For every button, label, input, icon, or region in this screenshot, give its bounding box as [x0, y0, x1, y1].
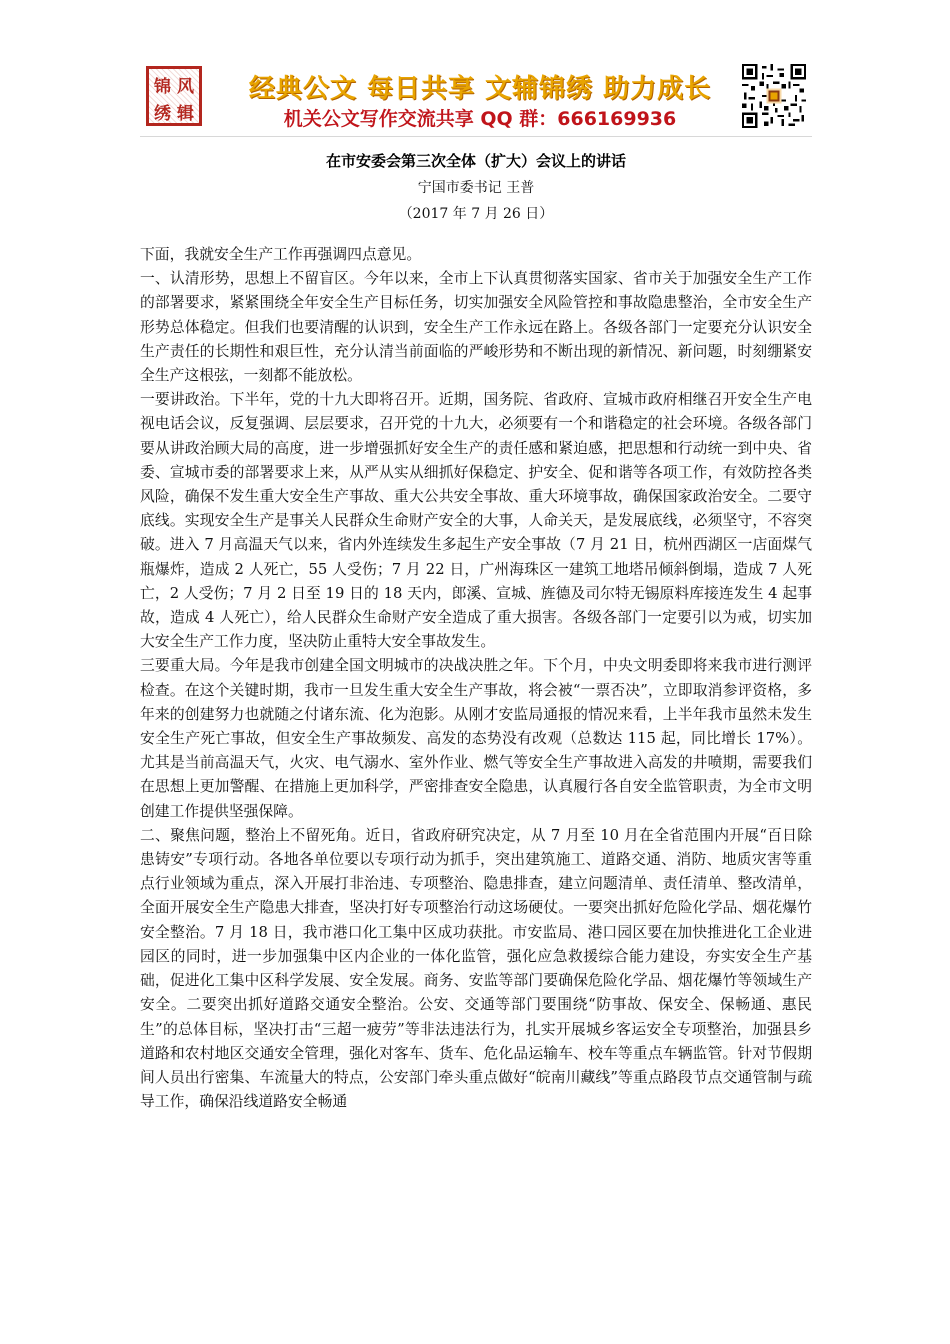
- header-divider: [140, 136, 812, 137]
- paragraph: 一要讲政治。下半年，党的十九大即将召开。近期，国务院、省政府、宣城市政府相继召开安全生产电视电话会议，反复强调、层层要求，召开党的十九大，必须要有一个和谐稳定的社会环境。各级各部门要从讲政治顾大局的高度，进一步增强抓好安全生产的责任感和紧迫感，把思想和行动统一到中央、省委、宣城市委的部署要求上来，从严从实从细抓好保稳定、护安全、促和谐等各项工作，有效防控各类风险，确保不发生重大安全生产事故、重大公共安全事故、重大环境事故，确保国家政治安全。二要守底线。实现安全生产是事关人民群众生命财产安全的大事，人命关天，是发展底线，必须坚守，不容突破。进入 7 月高温天气以来，省内外连续发生多起生产安全事故（7 月 21 日，杭州西湖区一店面煤气瓶爆炸，造成 2 人死亡，55 人受伤；7 月 22 日，广州海珠区一建筑工地塔吊倾斜倒塌，造成 7 人死亡，2 人受伤；7 月 2 日至 19 日的 18 天内，郎溪、宣城、旌德及司尔特无锡原料库接连发生 4 起事故，造成 4 人死亡），给人民群众生命财产安全造成了重大损害。各级各部门一定要引以为戒，切实加大安全生产工作力度，坚决防止重特大安全事故发生。: [140, 391, 812, 651]
- paragraph: 下面，我就安全生产工作再强调四点意见。: [140, 246, 422, 263]
- header-slogan: 经典公文 每日共享 文辅锦绣 助力成长: [248, 74, 712, 104]
- document-body: [140, 243, 812, 1114]
- header-qq-group: 机关公文写作交流共享 QQ 群：666169936: [283, 108, 677, 130]
- qr-code-icon: [742, 64, 806, 128]
- document-author: 宁国市委书记 王普: [417, 180, 535, 196]
- seal-logo: [146, 66, 202, 126]
- seal-char: 风: [177, 77, 194, 97]
- paragraph: 二、聚焦问题，整治上不留死角。近日，省政府研究决定，从 7 月至 10 月在全省范围内开展“百日除患铸安”专项行动。各地各单位要以专项行动为抓手，突出建筑施工、道路交通、消防、地质灾害等重点行业领域为重点，深入开展打非治违、专项整治、隐患排查，建立问题清单、责任清单、整改清单，全面开展安全生产隐患大排查，坚决打好专项整治行动这场硬仗。一要突出抓好危险化学品、烟花爆竹安全整治。7 月 18 日，我市港口化工集中区成功获批。市安监局、港口园区要在加快推进化工企业进园区的同时，进一步加强集中区内企业的一体化监管，强化应急救援综合能力建设，夯实安全生产基础，促进化工集中区科学发展、安全发展。商务、安监等部门要确保危险化学品、烟花爆竹等领域生产安全。二要突出抓好道路交通安全整治。公安、交通等部门要围绕“防事故、保安全、保畅通、惠民生”的总体目标，坚决打击“三超一疲劳”等非法违法行为，扎实开展城乡客运安全专项整治，加强县乡道路和农村地区交通安全管理，强化对客车、货车、危化品运输车、校车等重点车辆监管。针对节假期间人员出行密集、车流量大的特点，公安部门牵头重点做好“皖南川藏线”等重点路段节点交通管制与疏导工作，确保沿线道路安全畅通: [140, 826, 812, 1111]
- seal-char: 绣: [154, 104, 171, 124]
- paragraph: 一、认清形势，思想上不留盲区。今年以来，全市上下认真贯彻落实国家、省市关于加强安全生产工作的部署要求，紧紧围绕全年安全生产目标任务，切实加强安全风险管控和事故隐患整治，全市安全生产形势总体稳定。但我们也要清醒的认识到，安全生产工作永远在路上。各级各部门一定要充分认识安全生产责任的长期性和艰巨性，充分认清当前面临的严峻形势和不断出现的新情况、新问题，时刻绷紧安全生产这根弦，一刻都不能放松。: [140, 270, 812, 385]
- seal-char: 锦: [154, 77, 171, 97]
- paragraph: 三要重大局。今年是我市创建全国文明城市的决战决胜之年。下个月，中央文明委即将来我市进行测评检查。在这个关键时期，我市一旦发生重大安全生产事故，将会被“一票否决”，立即取消参评资格，多年来的创建努力也就随之付诸东流、化为泡影。从刚才安监局通报的情况来看，上半年我市虽然未发生安全生产死亡事故，但安全生产事故频发、高发的态势没有改观（总数达 115 起，同比增长 17%）。尤其是当前高温天气，火灾、电气溺水、室外作业、燃气等安全生产事故进入高发的井喷期，需要我们在思想上更加警醒、在措施上更加科学，严密排查安全隐患，认真履行各自安全监管职责，为全市文明创建工作提供坚强保障。: [140, 657, 812, 820]
- header-banner: [140, 62, 812, 134]
- document-date: （2017 年 7 月 26 日）: [398, 206, 554, 222]
- seal-char: 辑: [177, 104, 194, 124]
- document-title: 在市安委会第三次全体（扩大）会议上的讲话: [325, 152, 626, 170]
